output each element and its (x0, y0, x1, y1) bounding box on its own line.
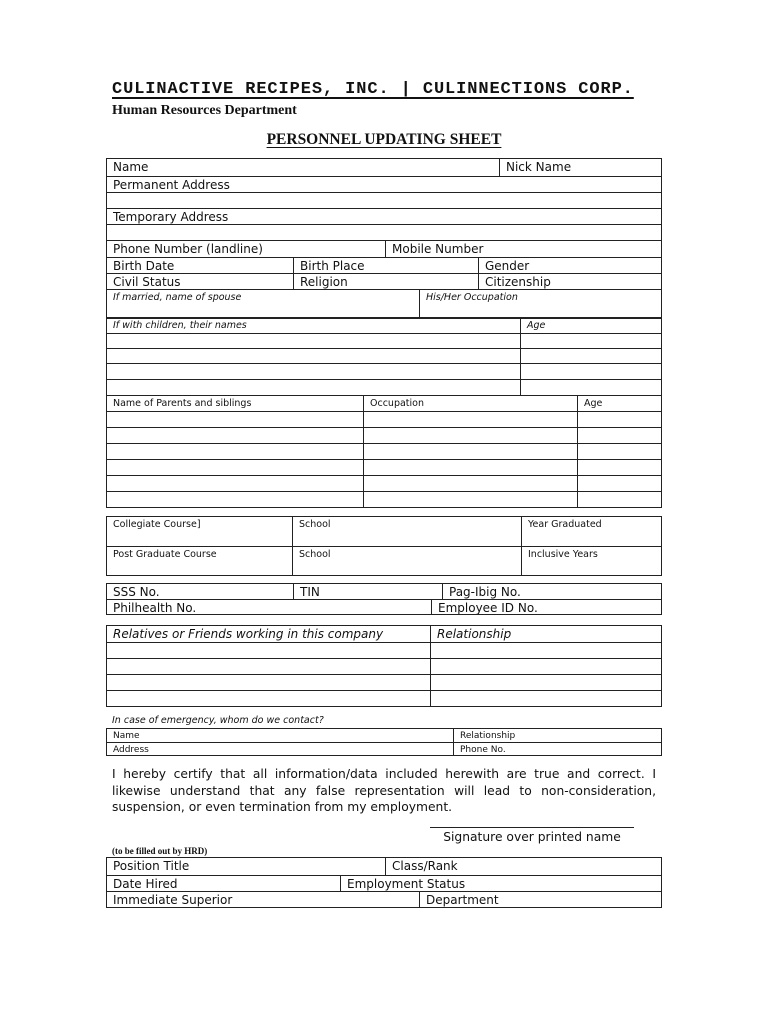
child-name-cell[interactable] (107, 334, 520, 348)
family-name-header: Name of Parents and siblings (113, 398, 252, 409)
personal-info-table (106, 158, 662, 319)
family-occupation-cell[interactable] (363, 492, 577, 507)
hrd-table (106, 857, 662, 908)
relatives-name-header: Relatives or Friends working in this company (113, 627, 384, 641)
tin-field[interactable]: TIN (293, 584, 442, 599)
birth-date-field[interactable]: Birth Date (113, 259, 175, 273)
company-name: CULINACTIVE RECIPES, INC. | CULINNECTIONS CORP. (112, 80, 634, 99)
college-school-field[interactable]: School (292, 517, 521, 546)
class-rank-field[interactable]: Class/Rank (385, 858, 661, 875)
family-occupation-cell[interactable] (363, 444, 577, 459)
position-title-field[interactable]: Position Title (113, 859, 190, 873)
post-graduate-course-field[interactable]: Post Graduate Course (113, 549, 217, 560)
family-occupation-cell[interactable] (363, 476, 577, 491)
pagibig-number-field[interactable]: Pag-Ibig No. (442, 584, 661, 599)
relative-name-cell[interactable] (107, 659, 430, 674)
collegiate-course-field[interactable]: Collegiate Course] (113, 519, 201, 530)
permanent-address-field[interactable]: Permanent Address (113, 178, 230, 192)
phone-landline-field[interactable]: Phone Number (landline) (113, 242, 263, 256)
temporary-address-field[interactable]: Temporary Address (113, 210, 229, 224)
gender-field[interactable]: Gender (478, 258, 661, 273)
children-table (106, 317, 662, 396)
child-name-cell[interactable] (107, 380, 520, 395)
birth-place-field[interactable]: Birth Place (293, 258, 478, 273)
religion-field[interactable]: Religion (293, 274, 478, 289)
relative-name-cell[interactable] (107, 691, 430, 706)
civil-status-field[interactable]: Civil Status (113, 275, 181, 289)
citizenship-field[interactable]: Citizenship (478, 274, 661, 289)
emergency-note: In case of emergency, whom do we contact? (112, 715, 324, 726)
sss-number-field[interactable]: SSS No. (113, 585, 160, 599)
family-occupation-cell[interactable] (363, 460, 577, 475)
child-name-cell[interactable] (107, 364, 520, 379)
family-age-cell[interactable] (577, 428, 661, 443)
family-name-cell[interactable] (107, 476, 363, 491)
permanent-address-line[interactable] (107, 193, 661, 208)
nick-name-field[interactable]: Nick Name (499, 159, 661, 176)
relatives-table (106, 625, 662, 707)
child-age-cell[interactable] (520, 334, 661, 348)
emergency-name-field[interactable]: Name (113, 731, 140, 741)
relative-name-cell[interactable] (107, 675, 430, 690)
immediate-superior-field[interactable]: Immediate Superior (113, 893, 233, 907)
emergency-phone-field[interactable]: Phone No. (453, 743, 661, 755)
relative-relationship-cell[interactable] (430, 659, 661, 674)
department-field[interactable]: Department (419, 892, 661, 907)
certification-statement: I hereby certify that all information/data included herewith are true and correct. I likewise understand that any false representation will lead to non-consideration, suspension, or even termination from my employment. (112, 767, 656, 814)
family-occupation-header: Occupation (363, 396, 577, 411)
relative-relationship-cell[interactable] (430, 643, 661, 658)
temporary-address-line[interactable] (107, 225, 661, 240)
education-table (106, 516, 662, 576)
document-title: PERSONNEL UPDATING SHEET (266, 131, 502, 148)
spouse-occupation-field[interactable]: His/Her Occupation (419, 290, 661, 318)
child-age-cell[interactable] (520, 349, 661, 363)
child-age-cell[interactable] (520, 380, 661, 395)
relative-relationship-cell[interactable] (430, 675, 661, 690)
family-age-cell[interactable] (577, 444, 661, 459)
family-name-cell[interactable] (107, 492, 363, 507)
family-name-cell[interactable] (107, 412, 363, 427)
year-graduated-field[interactable]: Year Graduated (521, 517, 661, 546)
family-occupation-cell[interactable] (363, 412, 577, 427)
name-field[interactable]: Name (113, 160, 149, 174)
child-age-cell[interactable] (520, 364, 661, 379)
children-names-header: If with children, their names (113, 320, 247, 331)
family-occupation-cell[interactable] (363, 428, 577, 443)
relative-name-cell[interactable] (107, 643, 430, 658)
emergency-relationship-field[interactable]: Relationship (453, 729, 661, 742)
children-age-header: Age (520, 318, 661, 333)
relatives-relationship-header: Relationship (430, 626, 661, 642)
signature-line[interactable] (430, 827, 634, 828)
department-name: Human Resources Department (112, 103, 297, 118)
post-graduate-school-field[interactable]: School (292, 547, 521, 575)
inclusive-years-field[interactable]: Inclusive Years (521, 547, 661, 575)
mobile-number-field[interactable]: Mobile Number (385, 241, 661, 257)
child-name-cell[interactable] (107, 349, 520, 363)
emergency-address-field[interactable]: Address (113, 745, 149, 755)
family-name-cell[interactable] (107, 428, 363, 443)
family-name-cell[interactable] (107, 444, 363, 459)
signature-label: Signature over printed name (443, 830, 621, 844)
employment-status-field[interactable]: Employment Status (340, 876, 661, 891)
relative-relationship-cell[interactable] (430, 691, 661, 706)
hrd-note: (to be filled out by HRD) (112, 846, 208, 856)
family-table (106, 395, 662, 508)
date-hired-field[interactable]: Date Hired (113, 877, 178, 891)
family-age-cell[interactable] (577, 476, 661, 491)
employee-id-field[interactable]: Employee ID No. (431, 600, 661, 614)
spouse-name-field[interactable]: If married, name of spouse (113, 292, 242, 303)
family-age-header: Age (577, 396, 661, 411)
ids-table (106, 583, 662, 615)
family-age-cell[interactable] (577, 412, 661, 427)
family-age-cell[interactable] (577, 492, 661, 507)
family-name-cell[interactable] (107, 460, 363, 475)
philhealth-number-field[interactable]: Philhealth No. (113, 601, 197, 614)
family-age-cell[interactable] (577, 460, 661, 475)
emergency-table (106, 728, 662, 756)
